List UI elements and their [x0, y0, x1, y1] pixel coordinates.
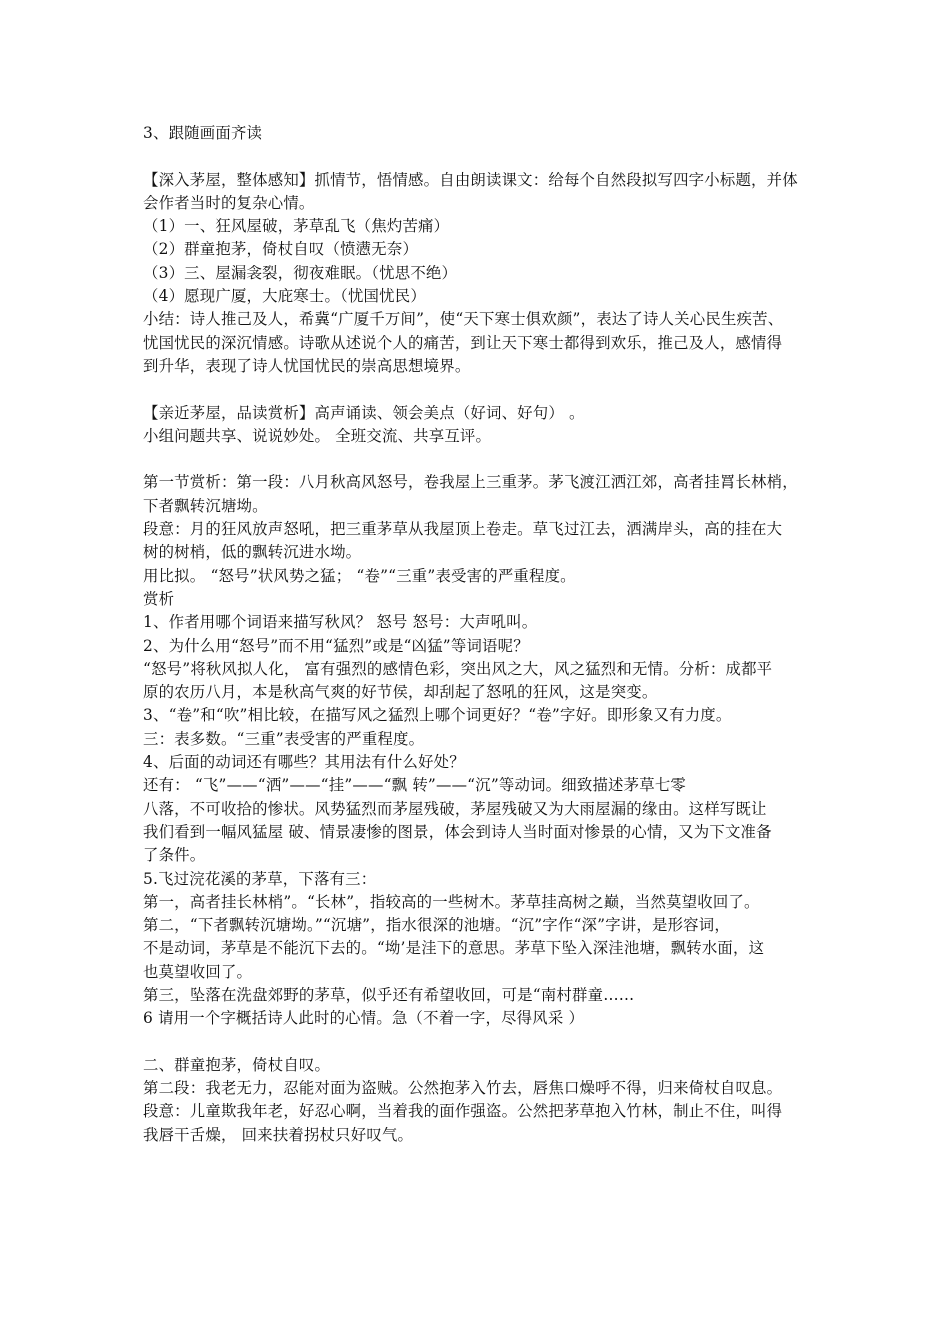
text-line: 八落，不可收拾的惨状。风势猛烈而茅屋残破，茅屋残破又为大雨屋漏的缘由。这样写既让: [143, 799, 767, 818]
text-line: 还有： “飞”——“洒”——“挂”——“飘 转”——“沉”等动词。细致描述茅草七零: [143, 776, 686, 795]
blank-line: [143, 145, 815, 168]
text-line: 树的树梢，低的飘转沉进水坳。: [143, 543, 362, 562]
document-body: [143, 122, 815, 1147]
text-line: （2）群童抱茅，倚杖自叹（愤懑无奈）: [143, 240, 419, 259]
text-line: “怒号”将秋风拟人化， 富有强烈的感情色彩，突出风之大，风之猛烈和无情。分析：成都平: [143, 659, 773, 678]
text-line: 4、后面的动词还有哪些？其用法有什么好处？: [143, 753, 465, 772]
text-line: 第一节赏析：第一段：八月秋高风怒号，卷我屋上三重茅。茅飞渡江洒江郊，高者挂罥长林梢，: [143, 473, 798, 492]
text-line: 我们看到一幅风猛屋 破、情景凄惨的图景，体会到诗人当时面对惨景的心情，又为下文准备: [143, 822, 772, 841]
text-line: 2、为什么用“怒号”而不用“猛烈”或是“凶猛”等词语呢？: [143, 636, 529, 655]
text-line: 原的农历八月，本是秋高气爽的好节侯，却刮起了怒吼的狂风，这是突变。: [143, 683, 658, 702]
blank-line: [143, 378, 815, 401]
text-line: 到升华，表现了诗人忧国忧民的崇高思想境界。: [143, 356, 471, 375]
blank-line: [143, 448, 815, 471]
text-line: 也莫望收回了。: [143, 962, 253, 981]
text-line: （1）一、狂风屋破，茅草乱飞（焦灼苦痛）: [143, 217, 450, 236]
text-line: 下者飘转沉塘坳。: [143, 496, 268, 515]
text-line: 第一，高者挂长林梢”。“长林”，指较高的一些树木。茅草挂高树之巅，当然莫望收回了。: [143, 892, 760, 911]
text-line: 了条件。: [143, 846, 206, 865]
text-line: 第三，坠落在洗盘郊野的茅草，似乎还有希望收回，可是“南村群童……: [143, 985, 635, 1004]
text-line: 段意：月的狂风放声怒吼，把三重茅草从我屋顶上卷走。草飞过江去，洒满岸头，高的挂在大: [143, 520, 783, 539]
text-line: 【深入茅屋，整体感知】抓情节，悟情感。自由朗读课文：给每个自然段拟写四字小标题，并体: [143, 170, 798, 189]
text-line: 【亲近茅屋，品读赏析】高声诵读、领会美点（好词、好句） 。: [143, 403, 585, 422]
text-line: 我唇干舌燥， 回来扶着拐杖只好叹气。: [143, 1125, 414, 1144]
text-line: 6 请用一个字概括诗人此时的心情。急（不着一字，尽得风采 ）: [143, 1009, 585, 1028]
text-line: 小结：诗人推己及人，希冀“广厦千万间”，使“天下寒士俱欢颜”，表达了诗人关心民生疾苦、: [143, 310, 784, 329]
text-line: 小组问题共享、说说妙处。 全班交流、共享互评。: [143, 426, 492, 445]
text-line: 会作者当时的复杂心情。: [143, 193, 315, 212]
text-line: 忧国忧民的深沉情感。诗歌从述说个人的痛苦，到让天下寒士都得到欢乐，推己及人，感情得: [143, 333, 783, 352]
text-line: 第二段：我老无力，忍能对面为盗贼。公然抱茅入竹去，唇焦口燥呼不得，归来倚杖自叹息。: [143, 1079, 783, 1098]
blank-line: [143, 1031, 815, 1054]
text-line: 不是动词，茅草是不能沉下去的。“坳’是洼下的意思。茅草下坠入深洼池塘，飘转水面，这: [143, 939, 765, 958]
text-line: 3、跟随画面齐读: [143, 124, 263, 142]
text-line: 二、群童抱茅，倚杖自叹。: [143, 1055, 331, 1074]
text-line: 第二，“下者飘转沉塘坳。”“沉塘”，指水很深的池塘。“沉”字作“深”字讲，是形容词，: [143, 916, 730, 935]
text-line: 用比拟。 “怒号”状风势之猛； “卷”“三重”表受害的严重程度。: [143, 566, 576, 585]
text-line: 5.飞过浣花溪的茅草，下落有三：: [143, 869, 377, 888]
text-line: 赏析: [143, 589, 175, 608]
text-line: （4）愿现广厦，大庇寒士。（忧国忧民）: [143, 287, 426, 306]
text-line: 三：表多数。“三重”表受害的严重程度。: [143, 729, 425, 748]
text-line: 3、“卷”和“吹”相比较，在描写风之猛烈上哪个词更好？“卷”字好。即形象又有力度。: [143, 706, 732, 725]
text-line: （3）三、屋漏衾裂，彻夜难眠。（忧思不绝）: [143, 263, 458, 282]
text-line: 段意：儿童欺我年老，好忍心啊，当着我的面作强盗。公然把茅草抱入竹林，制止不住，叫得: [143, 1102, 783, 1121]
text-line: 1、作者用哪个词语来描写秋风？ 怒号 怒号：大声吼叫。: [143, 613, 538, 632]
